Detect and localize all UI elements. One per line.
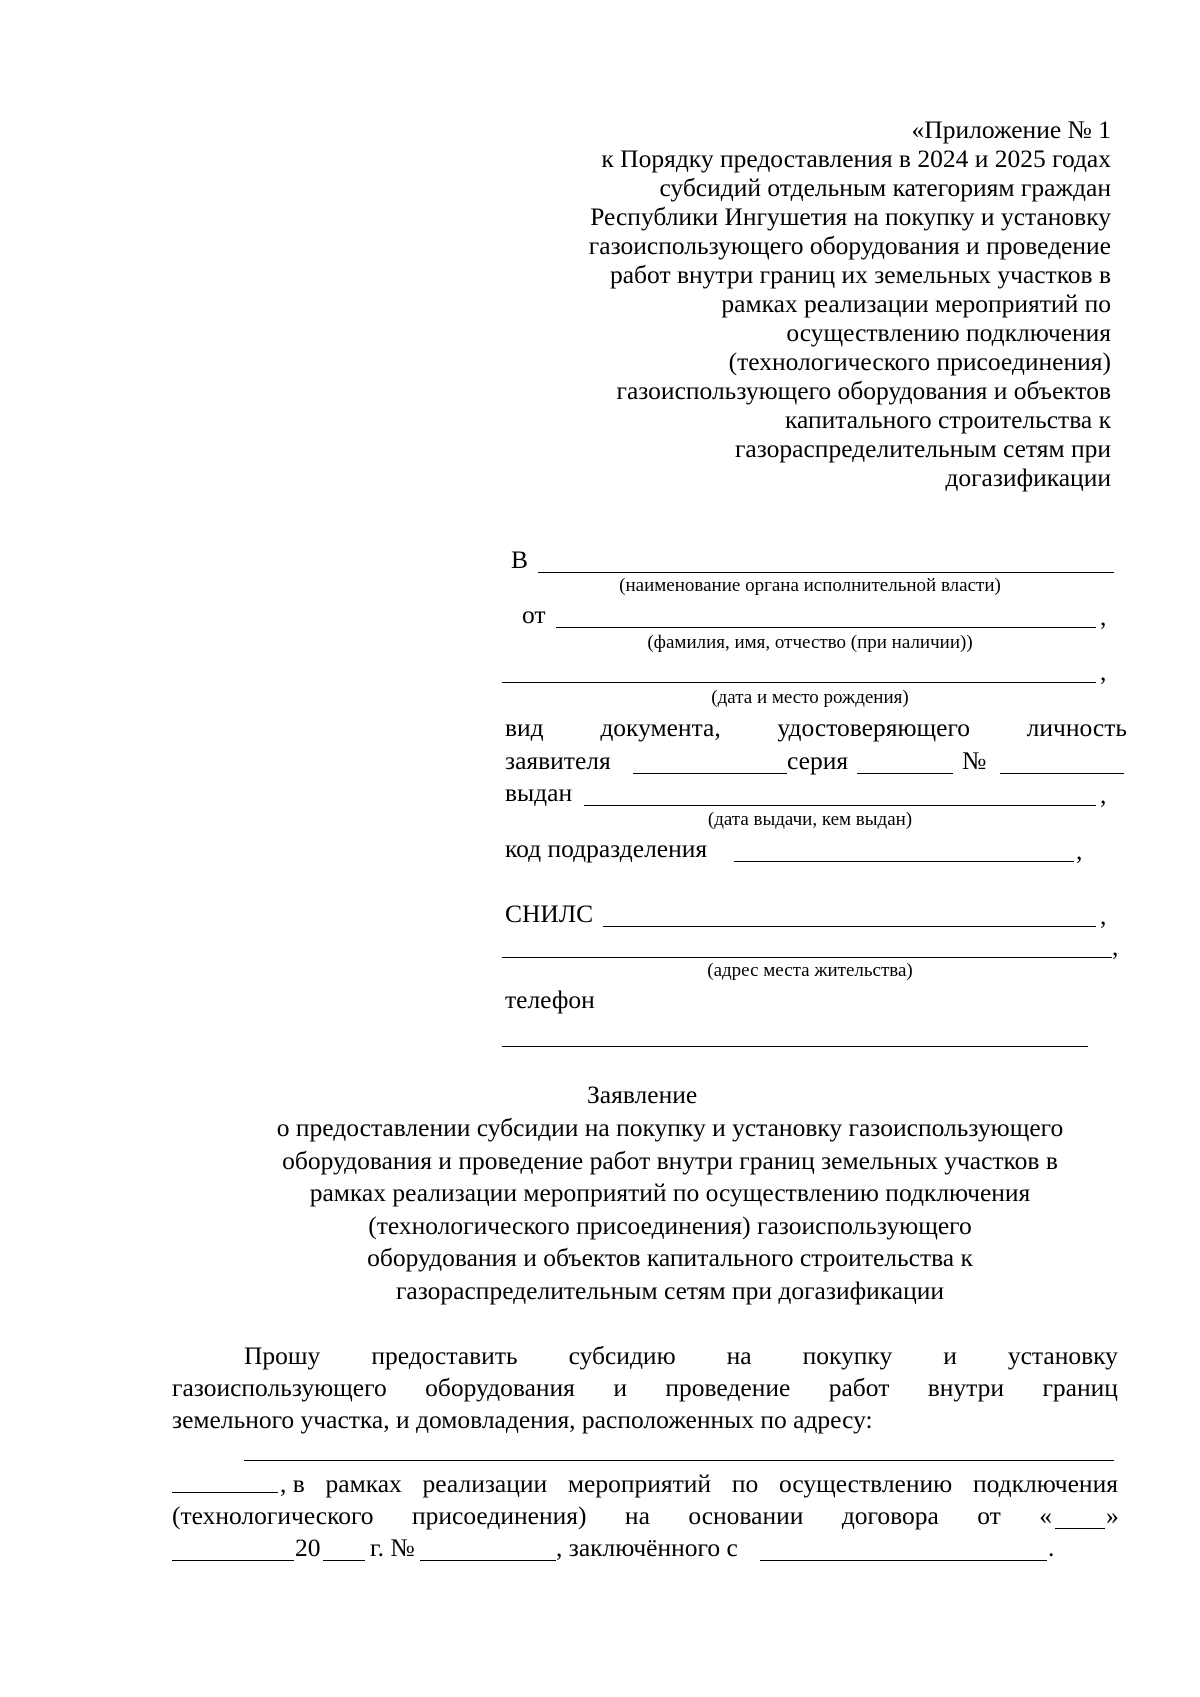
appendix-line: осуществлению подключения (786, 318, 1111, 347)
doc-word: вид (505, 713, 544, 742)
body-word: покупку (802, 1341, 893, 1370)
concluded-label: , заключённого с (556, 1533, 738, 1562)
subtitle-line: оборудования и объектов капитального строительства к (367, 1243, 973, 1272)
body-word: подключения (972, 1469, 1118, 1498)
property-address-field[interactable] (244, 1460, 1114, 1461)
from-field[interactable] (556, 627, 1096, 628)
doc-type-field[interactable] (633, 773, 787, 774)
body-word: реализации (422, 1469, 548, 1498)
series-label: серия (787, 746, 849, 775)
birth-hint: (дата и место рождения) (711, 687, 909, 708)
contract-month-field[interactable] (172, 1560, 294, 1561)
statement-subtitle (100, 1112, 1200, 1307)
birth-field[interactable] (502, 682, 1096, 683)
appendix-block (391, 115, 1111, 492)
doc-word: документа, (600, 713, 721, 742)
appendix-line: газораспределительным сетям при (734, 434, 1111, 463)
body-word: внутри (927, 1373, 1005, 1402)
issued-comma: , (1100, 780, 1107, 809)
subtitle-line: рамках реализации мероприятий по осуществлению подключения (309, 1178, 1031, 1207)
body-line-6 (172, 1501, 1052, 1530)
division-comma: , (1076, 836, 1083, 865)
division-label: код подразделения (505, 834, 708, 863)
body-word: проведение (665, 1373, 791, 1402)
body-word: оборудования (425, 1373, 575, 1402)
phone-label: телефон (505, 985, 595, 1014)
appendix-line: капитального строительства к (785, 405, 1111, 434)
division-field[interactable] (734, 861, 1074, 862)
body-word: газоиспользующего (172, 1373, 387, 1402)
snils-label: СНИЛС (505, 899, 594, 928)
appendix-line: субсидий отдельным категориям граждан (659, 173, 1111, 202)
to-hint: (наименование органа исполнительной власти) (619, 575, 1001, 596)
applicant-label: заявителя (505, 746, 611, 775)
body-word: « (1039, 1501, 1052, 1530)
subtitle-line: о предоставлении субсидии на покупку и установку газоиспользующего (276, 1113, 1064, 1142)
snils-comma: , (1100, 901, 1107, 930)
body-line-2 (172, 1373, 1118, 1402)
property-address-field-cont[interactable] (172, 1492, 278, 1493)
phone-field[interactable] (502, 1046, 1088, 1047)
issued-hint: (дата выдачи, кем выдан) (707, 809, 913, 830)
body-word: рамках (325, 1469, 402, 1498)
body-word: по (731, 1469, 759, 1498)
body-word: (технологического (172, 1501, 374, 1530)
address-comma: , (1112, 932, 1119, 961)
quote-close: » (1106, 1501, 1119, 1530)
from-hint: (фамилия, имя, отчество (при наличии)) (647, 632, 973, 653)
body-word: работ (828, 1373, 890, 1402)
issued-label: выдан (505, 778, 573, 807)
body-word: на (726, 1341, 752, 1370)
body-word: субсидию (568, 1341, 676, 1370)
snils-field[interactable] (603, 926, 1096, 927)
body-word: установку (1007, 1341, 1118, 1370)
body-line-5 (280, 1469, 1118, 1498)
from-comma: , (1100, 602, 1107, 631)
body-word: на (624, 1501, 650, 1530)
appendix-line: к Порядку предоставления в 2024 и 2025 годах (601, 144, 1111, 173)
series-field[interactable] (857, 773, 953, 774)
contract-year-field[interactable] (323, 1560, 365, 1561)
appendix-line: рамках реализации мероприятий по (721, 289, 1111, 318)
appendix-line: работ внутри границ их земельных участков в (609, 260, 1111, 289)
body-word: присоединения) (411, 1501, 587, 1530)
address-hint: (адрес места жительства) (707, 960, 913, 981)
to-prefix: В (511, 545, 529, 574)
body-word: осуществлению (778, 1469, 953, 1498)
body-word: основании (688, 1501, 804, 1530)
birth-comma: , (1100, 657, 1107, 686)
to-field[interactable] (538, 572, 1114, 573)
appendix-line: газоиспользующего оборудования и объектов (616, 376, 1111, 405)
statement-title: Заявление (587, 1080, 698, 1109)
year-prefix: 20 (295, 1533, 321, 1562)
appendix-line: (технологического присоединения) (728, 347, 1111, 376)
subtitle-line: (технологического присоединения) газоиспользующего (368, 1210, 972, 1240)
number-field[interactable] (1000, 773, 1124, 774)
contractor-field[interactable] (760, 1560, 1047, 1561)
doc-word: личность (1026, 713, 1127, 742)
body-word: , в (280, 1469, 305, 1498)
address-field[interactable] (502, 957, 1112, 958)
year-suffix: г. № (370, 1533, 415, 1562)
contract-day-field[interactable] (1055, 1528, 1105, 1529)
subtitle-line: газораспределительным сетям при догазификации (395, 1275, 945, 1305)
body-word: Прошу (244, 1341, 321, 1370)
final-period: . (1048, 1533, 1055, 1562)
body-word: договора (841, 1501, 939, 1530)
subtitle-line: оборудования и проведение работ внутри границ земельных участков в (282, 1145, 1058, 1175)
appendix-line: Республики Ингушетия на покупку и установку (590, 202, 1111, 231)
body-line-3: земельного участка, и домовладения, расположенных по адресу: (172, 1405, 873, 1434)
body-line-1 (244, 1341, 1118, 1370)
body-word: и (943, 1341, 957, 1370)
body-word: мероприятий (567, 1469, 712, 1498)
body-word: предоставить (371, 1341, 518, 1370)
appendix-line: догазификации (945, 463, 1111, 492)
contract-number-field[interactable] (420, 1560, 556, 1561)
body-word: и (613, 1373, 627, 1402)
doc-type-line (505, 713, 1127, 742)
body-word: от (977, 1501, 1001, 1530)
appendix-line: газоиспользующего оборудования и проведение (588, 231, 1111, 260)
appendix-line: «Приложение № 1 (911, 115, 1111, 144)
body-word: границ (1042, 1373, 1118, 1402)
doc-word: удостоверяющего (777, 713, 971, 742)
issued-field[interactable] (584, 805, 1096, 806)
from-prefix: от (522, 600, 546, 629)
number-label: № (962, 746, 987, 775)
